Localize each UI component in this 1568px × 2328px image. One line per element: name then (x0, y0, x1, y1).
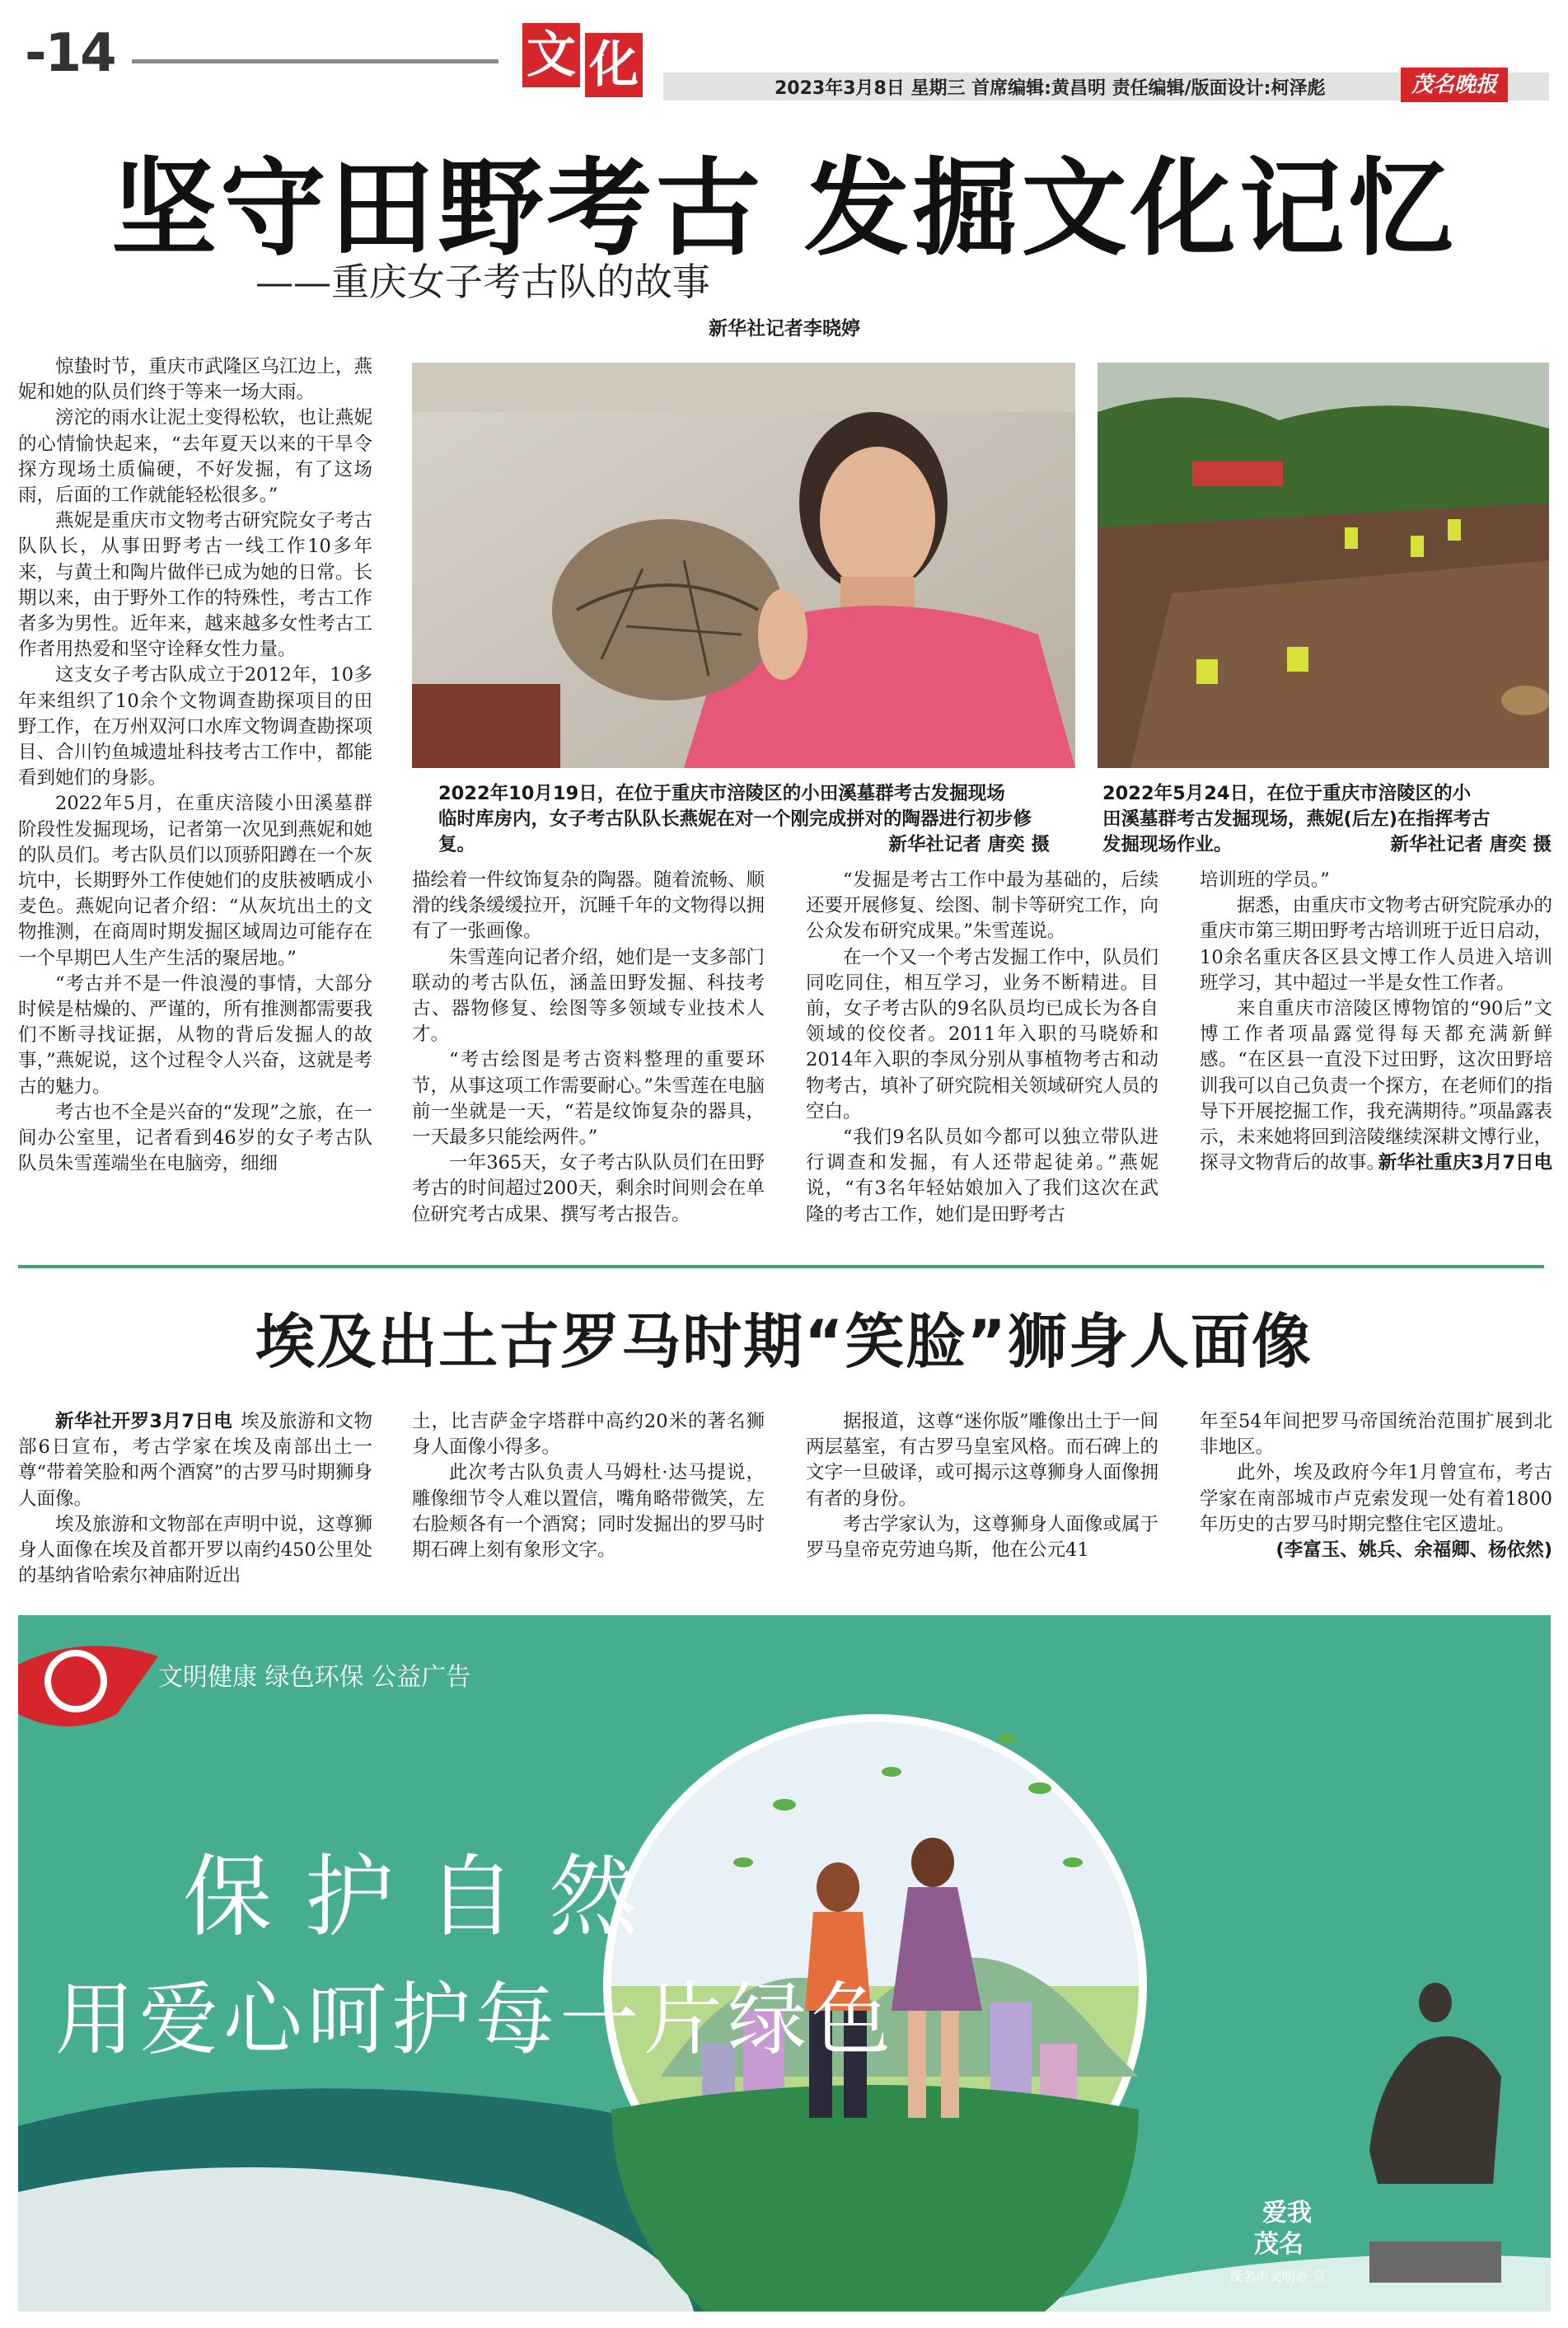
section-char-1: 文 (522, 23, 580, 87)
byline: 新华社记者李晓婷 (709, 318, 860, 340)
header-rule (132, 59, 498, 63)
paragraph: “考古并不是一件浪漫的事情，大部分时候是枯燥的、严谨的，所有推测都需要我们不断寻找证据，从物的背后发掘人的故事，”燕妮说，这个过程令人兴奋，这就是考古的魅力。 (18, 972, 372, 1098)
paragraph: 据报道，这尊“迷你版”雕像出土于一间两层墓室，有古罗马皇室风格。而石碑上的文字一旦破译，或可揭示这尊狮身人面像拥有者的身份。 (806, 1411, 1159, 1510)
caption-text: 发掘现场作业。 (1102, 834, 1233, 855)
paragraph: 考古学家认为，这尊狮身人面像或属于罗马皇帝克劳迪乌斯，他在公元41 (806, 1513, 1158, 1562)
paragraph: 2022年5月，在重庆涪陵小田溪墓群阶段性发掘现场，记者第一次见到燕妮和她的队员们。考古队员们以顶骄阳蹲在一个灰坑中，长期野外工作使她们的皮肤被晒成小麦色。燕妮向记者介绍：“从灰坑出土的文物推测，在商周时期发掘区域周边可能存在一个早期巴人生产生活的聚居地。” (18, 793, 372, 969)
ad-issuer: 茂名市文明办 宣 (1229, 2269, 1327, 2284)
paragraph (18, 1409, 372, 1512)
paragraph: 据悉，由重庆市文物考古研究院承办的重庆市第三期田野考古培训班于近日启动，10余名重庆各区县文博工作人员进入培训班学习，其中超过一半是女性工作者。 (1200, 895, 1552, 994)
paper-logo: 茂名晚报 (1401, 68, 1508, 102)
main-headline: 坚守田野考古 发掘文化记忆 (111, 148, 1457, 270)
article2-headline: 埃及出土古罗马时期“笑脸”狮身人面像 (255, 1307, 1313, 1376)
article1-column-3 (806, 868, 1158, 1228)
section-tag (519, 23, 651, 102)
paragraph: 一年365天，女子考古队队员们在田野考古的时间超过200天，剩余时间则会在单位研究考古成果、撰写考古报告。 (412, 1152, 765, 1225)
article1-column-1 (18, 354, 372, 1248)
article2-dateline: 新华社开罗3月7日电 (55, 1411, 233, 1432)
caption-line: 田溪墓群考古发掘现场，燕妮(后左)在指挥考古 (1102, 808, 1491, 830)
subheadline: ——重庆女子考古队的故事 (255, 260, 710, 304)
paragraph: 描绘着一件纹饰复杂的陶器。随着流畅、顺滑的线条缓缓拉开，沉睡千年的文物得以拥有了一张画像。 (412, 869, 765, 943)
paragraph: 朱雪莲向记者介绍，她们是一支多部门联动的考古队伍，涵盖田野发掘、科技考古、器物修复、绘图等多领域专业技术人才。 (412, 946, 765, 1046)
caption-line (438, 832, 1073, 858)
paragraph: “考古绘图是考古资料整理的重要环节，从事这项工作需要耐心。”朱雪莲在电脑前一坐就是一天，“若是纹饰复杂的器具，一天最多只能绘两件。” (412, 1049, 765, 1149)
issue-info: 2023年3月8日 星期三 首席编辑:黄昌明 责任编辑/版面设计:柯泽彪 (775, 78, 1326, 99)
photo-credit: 新华社记者 唐奕 摄 (1390, 834, 1552, 855)
caption-line (1102, 832, 1552, 858)
paragraph: 此次考古队负责人马姆杜·达马提说，雕像细节令人难以置信，嘴角略带微笑，左右脸颊各有一个酒窝；同时发掘出的罗马时期石碑上刻有象形文字。 (412, 1462, 765, 1562)
paragraph: “发掘是考古工作中最为基础的，后续还要开展修复、绘图、制卡等研究工作，向公众发布研究成果。”朱雪莲说。 (806, 869, 1158, 943)
ad-slogan-main: 保护自然 (183, 1846, 672, 1949)
ad-brand-line-2: 茂名 (1254, 2230, 1304, 2259)
paragraph: 培训班的学员。” (1200, 869, 1330, 891)
article2-column-2 (412, 1409, 765, 1563)
paragraph: 来自重庆市涪陵区博物馆的“90后”文博工作者项晶露觉得每天都充满新鲜感。“在区县一直没下过田野，这次田野培训我可以自己负责一个探方，在老师们的指导下开展挖掘工作，我充满期待。”项晶露表示，未来她将回到涪陵继续深耕文博行业，探寻文物背后的故事。 (1200, 998, 1552, 1174)
public-service-ad (18, 1615, 1551, 2312)
article1-dateline: 新华社重庆3月7日电 (1378, 1152, 1552, 1174)
ad-brand-line-1: 爱我 (1262, 2199, 1312, 2227)
paragraph: 在一个又一个考古发掘工作中，队员们同吃同住，相互学习，业务不断精进。目前，女子考古队的9名队员均已成长为各自领域的佼佼者。2011年入职的马晓娇和2014年入职的李凤分别从事植物考古和动物考古，填补了研究院相关领域研究人员的空白。 (806, 946, 1158, 1122)
photo-credit: 新华社记者 唐奕 摄 (888, 834, 1050, 855)
article2-column-1 (18, 1409, 372, 1589)
article2-column-4 (1200, 1409, 1552, 1563)
ad-slogan-sub: 用爱心呵护每一片绿色 (55, 1974, 896, 2066)
paragraph: 埃及旅游和文物部在声明中说，这尊狮身人面像在埃及首都开罗以南约450公里处的基纳省哈索尔神庙附近出 (18, 1513, 372, 1587)
photo-pottery-restoration (412, 363, 1075, 768)
paragraph: 这支女子考古队成立于2012年，10多年来组织了10余个文物调查勘探项目的田野工作，在万州双河口水库文物调查勘探项目、合川钓鱼城遗址科技考古工作中，都能看到她们的身影。 (18, 664, 372, 789)
paragraph: 土，比吉萨金字塔群中高约20米的著名狮身人面像小得多。 (412, 1411, 765, 1459)
article1-column-4 (1200, 868, 1552, 1177)
article2-authors: (李富玉、姚兵、余福卿、杨依然) (1275, 1539, 1552, 1562)
paragraph: 滂沱的雨水让泥土变得松软，也让燕妮的心情愉快起来，“去年夏天以来的干旱令探方现场土质偏硬，不好发掘，有了这场雨，后面的工作就能轻松很多。” (18, 407, 372, 507)
caption-text: 复。 (438, 834, 476, 855)
paragraph: 考古也不全是兴奋的“发现”之旅，在一间办公室里，记者看到46岁的女子考古队队员朱雪莲端坐在电脑旁，细细 (18, 1101, 372, 1175)
paragraph: 此外，埃及政府今年1月曾宣布，考古学家在南部城市卢克索发现一处有着1800年历史的古罗马时期完整住宅区遗址。 (1200, 1462, 1552, 1535)
caption-line: 2022年5月24日，在位于重庆市涪陵区的小 (1102, 783, 1472, 804)
page-number: -14 (25, 23, 115, 84)
article1-column-2 (412, 868, 765, 1228)
paragraph: 年至54年间把罗马帝国统治范围扩展到北非地区。 (1200, 1411, 1552, 1459)
section-divider (18, 1265, 1544, 1268)
ad-tagline: 文明健康 绿色环保 公益广告 (158, 1663, 471, 1692)
paragraph-text: 埃及旅游和文物部6日宣布，考古学家在埃及南部出土一尊“带着笑脸和两个酒窝”的古罗马时期狮身人面像。 (18, 1411, 372, 1510)
photo2-caption (1102, 781, 1552, 858)
section-char-2: 化 (585, 33, 643, 97)
caption-line: 2022年10月19日，在位于重庆市涪陵区的小田溪墓群考古发掘现场 (438, 783, 1005, 804)
paragraph: “我们9名队员如今都可以独立带队进行调查和发掘，有人还带起徒弟。”燕妮说，“有3名年轻姑娘加入了我们这次在武隆的考古工作，她们是田野考古 (806, 1127, 1158, 1225)
paragraph: 惊蛰时节，重庆市武隆区乌江边上，燕妮和她的队员们终于等来一场大雨。 (18, 356, 372, 404)
paragraph: 燕妮是重庆市文物考古研究院女子考古队队长，从事田野考古一线工作10多年来，与黄土和陶片做伴已成为她的日常。长期以来，由于野外工作的特殊性，考古工作者多为男性。近年来，越来越多女性考古工作者用热爱和坚守诠释女性力量。 (18, 510, 372, 661)
photo1-caption (438, 781, 1081, 858)
caption-line: 临时库房内，女子考古队队长燕妮在对一个刚完成拼对的陶器进行初步修 (438, 808, 1032, 830)
photo-excavation-site (1098, 363, 1549, 768)
article2-column-3 (806, 1409, 1158, 1563)
